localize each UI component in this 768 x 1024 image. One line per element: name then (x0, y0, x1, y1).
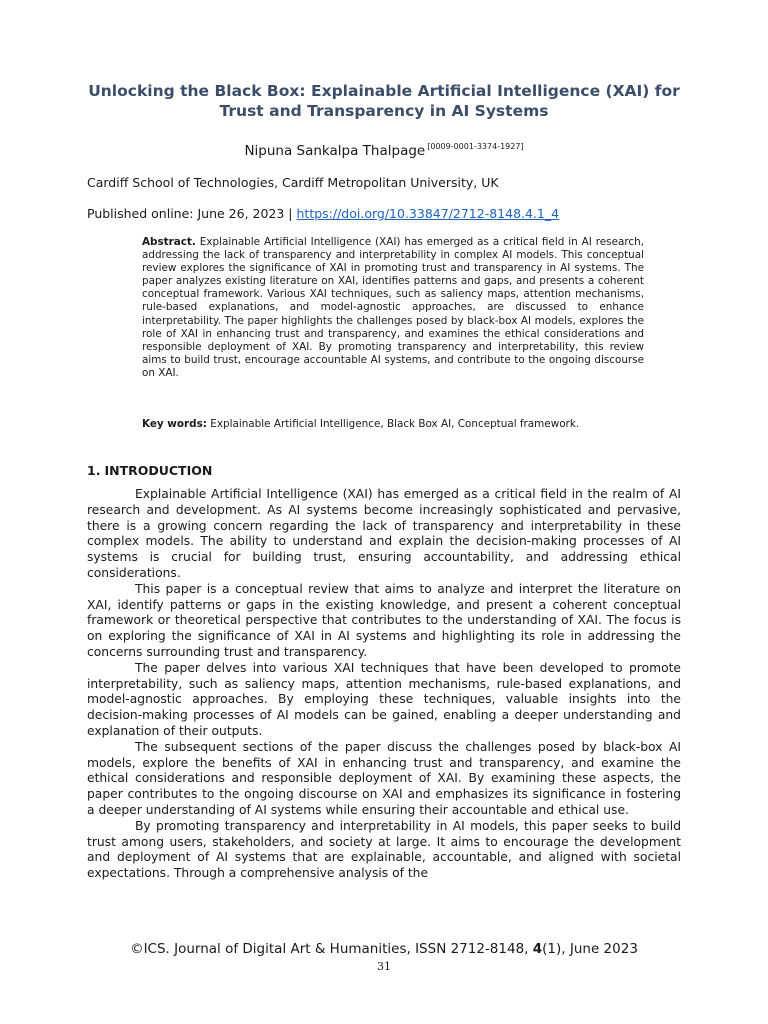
publication-info (87, 205, 559, 222)
paragraph: Explainable Artificial Intelligence (XAI) has emerged as a critical field in the realm of AI research and development. As AI systems become increasingly sophisticated and pervasive, there is a growing concern regarding the lack of transparency and interpretability in these complex models. The ability to understand and explain the decision-making processes of AI systems is crucial for building trust, ensuring accountability, and addressing ethical considerations. (87, 487, 681, 580)
keywords (142, 418, 644, 431)
section-number: 1. (87, 463, 101, 478)
orcid-id: [0009-0001-3374-1927] (427, 142, 524, 151)
journal-issue: (1), June 2023 (542, 941, 638, 957)
section-heading (87, 462, 216, 479)
journal-volume: 4 (532, 941, 543, 957)
keywords-label: Key words: (142, 418, 207, 430)
section-title: INTRODUCTION (104, 463, 213, 478)
author-name: Nipuna Sankalpa Thalpage (244, 143, 426, 159)
section-body (87, 487, 681, 882)
paper-title: Unlocking the Black Box: Explainable Artificial Intelligence (XAI) for Trust and Transparency in AI Systems (88, 82, 680, 120)
page-number: 31 (377, 960, 391, 973)
published-date: Published online: June 26, 2023 | (87, 206, 293, 221)
keywords-text: Explainable Artificial Intelligence, Black Box AI, Conceptual framework. (210, 418, 580, 430)
abstract-label: Abstract. (142, 236, 196, 248)
affiliation: Cardiff School of Technologies, Cardiff Metropolitan University, UK (87, 175, 499, 190)
journal-citation: ©ICS. Journal of Digital Art & Humanities, ISSN 2712-8148, (130, 941, 533, 957)
doi-link[interactable]: https://doi.org/10.33847/2712-8148.4.1_4 (296, 206, 560, 221)
paragraph: The subsequent sections of the paper discuss the challenges posed by black-box AI models, explore the benefits of XAI in enhancing trust and transparency, and examine the ethical considerations and responsible deployment of XAI. By examining these aspects, the paper contributes to the ongoing discourse on XAI and emphasizes its significance in fostering a deeper understanding of AI systems while ensuring their accountable and ethical use. (87, 739, 681, 817)
author-line (0, 138, 768, 160)
abstract-text: Explainable Artificial Intelligence (XAI) has emerged as a critical field in AI research, addressing the lack of transparency and interpretability in complex AI models. This conceptual review explores the significance of XAI in promoting trust and transparency in AI systems. The paper analyzes existing literature on XAI, identifies patterns and gaps, and presents a coherent conceptual framework. Various XAI techniques, such as saliency maps, attention mechanisms, rule-based explanations, and model-agnostic approaches, are discussed to enhance interpretability. The paper highlights the challenges posed by black-box AI models, explores the role of XAI in enhancing trust and transparency, and examines the ethical considerations and responsible deployment of XAI. By promoting transparency and interpretability, this review aims to build trust, encourage accountable AI systems, and contribute to the ongoing discourse on XAI. (142, 236, 644, 379)
abstract (142, 236, 644, 380)
paragraph: This paper is a conceptual review that aims to analyze and interpret the literature on XAI, identify patterns or gaps in the existing knowledge, and present a coherent conceptual framework or theoretical perspective that contributes to the understanding of XAI. The focus is on exploring the significance of XAI in AI systems and highlighting its role in addressing the concerns surrounding trust and transparency. (87, 581, 681, 659)
journal-footer (0, 940, 718, 958)
paragraph: By promoting transparency and interpretability in AI models, this paper seeks to build trust among users, stakeholders, and society at large. It aims to encourage the development and deployment of AI systems that are explainable, accountable, and aligned with societal expectations. Through a comprehensive analysis of the (87, 818, 681, 881)
paragraph: The paper delves into various XAI techniques that have been developed to promote interpretability, such as saliency maps, attention mechanisms, rule-based explanations, and model-agnostic approaches. By employing these techniques, valuable insights into the decision-making processes of AI models can be gained, enabling a deeper understanding and explanation of their outputs. (87, 660, 681, 738)
